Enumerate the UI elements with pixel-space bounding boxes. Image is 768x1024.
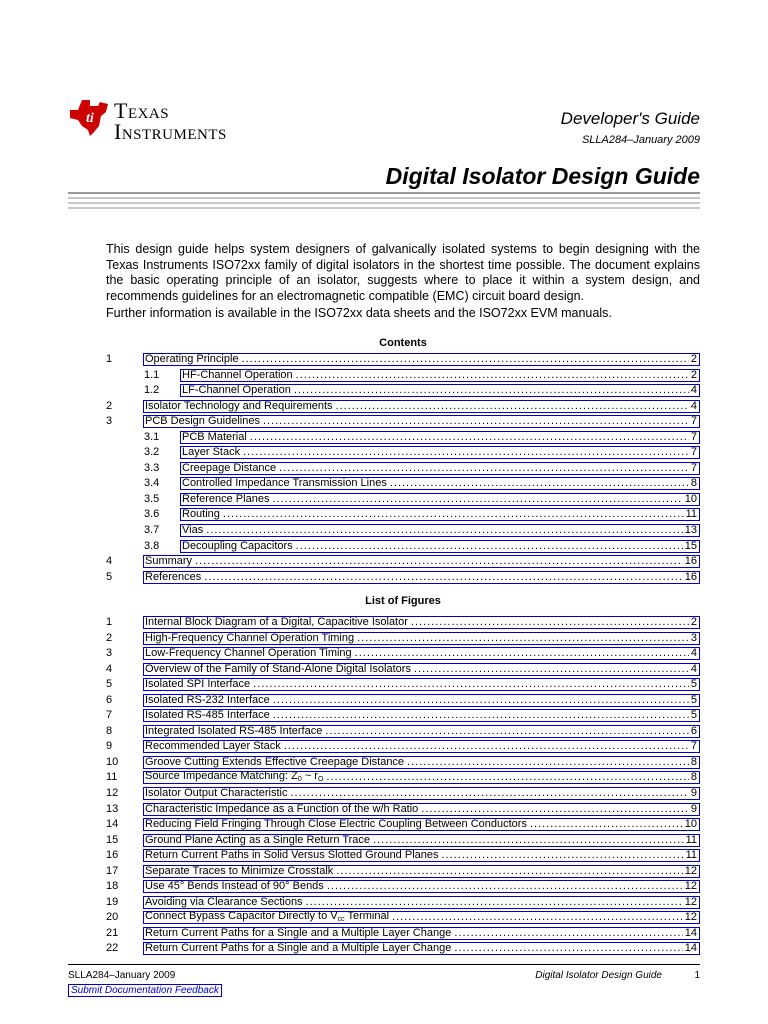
entry-title: Use 45° Bends Instead of 90° Bends xyxy=(145,880,324,893)
entry-number: 1 xyxy=(106,616,113,628)
toc-link[interactable] xyxy=(180,384,700,397)
toc-link[interactable] xyxy=(143,353,700,366)
entry-page: 12 xyxy=(684,864,697,877)
dot-leader xyxy=(279,463,689,474)
figure-entry xyxy=(106,848,700,864)
entry-page: 11 xyxy=(685,508,697,521)
dot-leader xyxy=(204,572,682,583)
entry-title: Low-Frequency Channel Operation Timing xyxy=(145,647,352,660)
entry-number: 7 xyxy=(106,709,113,722)
figure-entry xyxy=(106,786,700,802)
ti-state-icon xyxy=(68,96,112,140)
toc-link[interactable] xyxy=(143,942,700,955)
entry-page: 5 xyxy=(690,709,697,722)
entry-title: Connect Bypass Capacitor Directly to $V_{cc}$ Terminal xyxy=(145,909,390,923)
toc-link[interactable] xyxy=(143,771,700,784)
entry-page: 11 xyxy=(685,833,697,846)
entry-title: LF-Channel Operation xyxy=(182,384,291,397)
toc-link[interactable] xyxy=(180,477,700,490)
figure-entry xyxy=(106,864,700,880)
entry-page: 12 xyxy=(684,880,697,893)
entry-number: 15 xyxy=(106,833,119,846)
entry-number: 2 xyxy=(106,399,113,412)
dot-leader xyxy=(306,897,683,908)
entry-title: Integrated Isolated RS-485 Interface xyxy=(145,724,323,737)
contents-entry xyxy=(106,554,700,570)
toc-link[interactable] xyxy=(180,524,700,537)
entry-number: 1 xyxy=(106,353,113,365)
entry-number: 4 xyxy=(106,555,113,568)
entry-number: 3 xyxy=(106,415,113,428)
figure-entry xyxy=(106,693,700,709)
entry-title: Vias xyxy=(182,524,204,537)
toc-link[interactable] xyxy=(143,787,700,800)
contents-heading: Contents xyxy=(379,337,427,349)
toc-link[interactable] xyxy=(143,880,700,893)
entry-number: 1.2 xyxy=(144,384,160,397)
contents-entry xyxy=(106,539,700,555)
figure-entry xyxy=(106,926,700,942)
dot-leader xyxy=(243,447,689,458)
toc-link[interactable] xyxy=(143,740,700,753)
entry-page: 16 xyxy=(684,555,697,568)
entry-page: 9 xyxy=(690,787,697,800)
entry-page: 11 xyxy=(685,849,697,862)
entry-title: Isolator Output Characteristic xyxy=(145,787,288,800)
entry-page: 14 xyxy=(684,942,697,955)
entry-title: Reducing Field Fringing Through Close Electric Coupling Between Conductors xyxy=(145,818,527,831)
dot-leader xyxy=(442,850,684,861)
figure-entry xyxy=(106,739,700,755)
entry-title: Source Impedance Matching: $Z_0$ ~ $r_O$ xyxy=(145,769,324,783)
entry-page: 8 xyxy=(690,771,697,784)
dot-leader xyxy=(407,757,689,768)
entry-number: 19 xyxy=(106,895,119,908)
dot-leader xyxy=(355,648,689,659)
entry-title: Ground Plane Acting as a Single Return Trace xyxy=(145,833,371,846)
doc-type: Developer's Guide xyxy=(560,109,700,128)
entry-title: Reference Planes xyxy=(182,492,270,505)
dot-leader xyxy=(336,401,689,412)
figure-entry xyxy=(106,910,700,926)
entry-title: Separate Traces to Minimize Crosstalk xyxy=(145,864,334,877)
entry-title: Recommended Layer Stack xyxy=(145,740,281,753)
figure-entry xyxy=(106,941,700,957)
toc-link[interactable] xyxy=(143,400,700,413)
figure-entry xyxy=(106,833,700,849)
toc-link[interactable] xyxy=(143,694,700,707)
figure-entry xyxy=(106,724,700,740)
entry-number: 3.3 xyxy=(144,461,160,474)
contents-list xyxy=(106,352,700,585)
figure-entry xyxy=(106,879,700,895)
contents-entry xyxy=(106,523,700,539)
dot-leader xyxy=(326,772,688,783)
footer-rule xyxy=(68,964,700,965)
toc-link[interactable] xyxy=(180,431,700,444)
entry-page: 4 xyxy=(690,384,697,397)
dot-leader xyxy=(373,835,684,846)
entry-number: 5 xyxy=(106,678,113,691)
entry-title: Isolated RS-232 Interface xyxy=(145,693,270,706)
contents-entry xyxy=(106,570,700,586)
entry-number: 3.6 xyxy=(144,508,160,521)
entry-title: References xyxy=(145,570,202,583)
dot-leader xyxy=(530,819,683,830)
dot-leader xyxy=(273,695,689,706)
figure-entry xyxy=(106,631,700,647)
entry-title: PCB Design Guidelines xyxy=(145,415,260,428)
entry-number: 20 xyxy=(106,911,119,924)
entry-page: 2 xyxy=(690,368,697,381)
entry-page: 5 xyxy=(690,678,697,691)
entry-number: 3.7 xyxy=(144,524,160,537)
contents-entry xyxy=(106,430,700,446)
toc-link[interactable] xyxy=(143,803,700,816)
entry-title: Operating Principle xyxy=(145,353,239,365)
entry-page: 7 xyxy=(690,430,697,443)
entry-number: 8 xyxy=(106,724,113,737)
toc-link[interactable] xyxy=(143,865,700,878)
contents-entry xyxy=(106,414,700,430)
dot-leader xyxy=(195,556,683,567)
doc-id: SLLA284–January 2009 xyxy=(581,134,700,146)
entry-number: 17 xyxy=(106,864,119,877)
toc-link[interactable] xyxy=(143,709,700,722)
toc-link[interactable] xyxy=(143,911,700,924)
dot-leader xyxy=(273,710,689,721)
dot-leader xyxy=(411,617,689,628)
contents-entry xyxy=(106,383,700,399)
dot-leader xyxy=(296,370,689,381)
entry-title: Isolated SPI Interface xyxy=(145,678,251,691)
contents-entry xyxy=(106,476,700,492)
toc-link[interactable] xyxy=(143,849,700,862)
dot-leader xyxy=(242,354,689,365)
entry-title: Isolator Technology and Requirements xyxy=(145,399,333,412)
dot-leader xyxy=(263,416,689,427)
toc-link[interactable] xyxy=(143,571,700,584)
entry-page: 16 xyxy=(684,570,697,583)
entry-page: 4 xyxy=(690,399,697,412)
footer-doc-id: SLLA284–January 2009 xyxy=(68,970,176,981)
entry-page: 7 xyxy=(690,740,697,753)
figure-entry xyxy=(106,895,700,911)
entry-page: 14 xyxy=(684,926,697,939)
toc-link[interactable] xyxy=(143,663,700,676)
entry-title: Internal Block Diagram of a Digital, Capacitive Isolator xyxy=(145,616,408,628)
dot-leader xyxy=(253,679,689,690)
figure-entry xyxy=(106,615,700,631)
entry-number: 3.1 xyxy=(144,430,160,443)
entry-title: Controlled Impedance Transmission Lines xyxy=(182,477,387,490)
entry-number: 13 xyxy=(106,802,119,815)
toc-link[interactable] xyxy=(143,896,700,909)
entry-title: Decoupling Capacitors xyxy=(182,539,293,552)
entry-page: 15 xyxy=(684,539,697,552)
dot-leader xyxy=(392,912,683,923)
header-rules xyxy=(68,192,700,212)
dot-leader xyxy=(290,788,688,799)
toc-link[interactable] xyxy=(180,493,700,506)
figure-entry xyxy=(106,817,700,833)
dot-leader xyxy=(223,509,684,520)
entry-number: 2 xyxy=(106,631,113,644)
toc-link[interactable] xyxy=(143,756,700,769)
entry-title: Return Current Paths in Solid Versus Slotted Ground Planes xyxy=(145,849,439,862)
toc-link[interactable] xyxy=(180,508,700,521)
footer-title: Digital Isolator Design Guide xyxy=(535,970,662,981)
entry-page: 2 xyxy=(690,353,697,365)
figure-entry xyxy=(106,770,700,786)
contents-entry xyxy=(106,507,700,523)
entry-number: 22 xyxy=(106,942,119,955)
page-title: Digital Isolator Design Guide xyxy=(385,163,700,189)
toc-link[interactable] xyxy=(143,678,700,691)
svg-text:ti: ti xyxy=(86,111,94,126)
entry-page: 4 xyxy=(690,647,697,660)
entry-number: 9 xyxy=(106,740,113,753)
intro-paragraph: This design guide helps system designers of galvanically isolated systems to begin designing with the Texas Instruments ISO72xx family of digital isolators in the shortest time possible. The document explains the basic operating principle of an isolator, suggests where to place it within a system design, and recommends guidelines for an electromagnetic compatible (EMC) circuit board design. xyxy=(106,242,700,303)
entry-number: 14 xyxy=(106,818,119,831)
entry-title: High-Frequency Channel Operation Timing xyxy=(145,631,355,644)
entry-page: 7 xyxy=(690,461,697,474)
entry-number: 3 xyxy=(106,647,113,660)
entry-page: 3 xyxy=(690,631,697,644)
dot-leader xyxy=(284,741,689,752)
entry-page: 12 xyxy=(684,911,697,924)
toc-link[interactable] xyxy=(143,927,700,940)
entry-number: 3.8 xyxy=(144,539,160,552)
figure-entry xyxy=(106,677,700,693)
entry-page: 8 xyxy=(690,477,697,490)
contents-entry xyxy=(106,445,700,461)
figures-heading: List of Figures xyxy=(365,595,441,607)
entry-number: 21 xyxy=(106,926,119,939)
toc-link[interactable] xyxy=(143,555,700,568)
entry-number: 3.5 xyxy=(144,492,160,505)
dot-leader xyxy=(421,804,689,815)
entry-number: 18 xyxy=(106,880,119,893)
dot-leader xyxy=(390,478,689,489)
dot-leader xyxy=(327,881,683,892)
dot-leader xyxy=(250,432,689,443)
toc-link[interactable] xyxy=(180,540,700,553)
contents-entry xyxy=(106,399,700,415)
toc-link[interactable] xyxy=(180,446,700,459)
entry-title: Groove Cutting Extends Effective Creepage Distance xyxy=(145,755,405,768)
figure-entry xyxy=(106,646,700,662)
figure-entry xyxy=(106,755,700,771)
entry-title: Layer Stack xyxy=(182,446,241,459)
toc-link[interactable] xyxy=(143,834,700,847)
entry-page: 12 xyxy=(684,895,697,908)
toc-link[interactable] xyxy=(180,462,700,475)
contents-entry xyxy=(106,492,700,508)
entry-number: 10 xyxy=(106,755,119,768)
entry-title: Overview of the Family of Stand-Alone Digital Isolators xyxy=(145,662,411,675)
entry-title: Creepage Distance xyxy=(182,461,277,474)
toc-link[interactable] xyxy=(143,725,700,738)
entry-number: 3.4 xyxy=(144,477,160,490)
figures-list xyxy=(106,615,700,957)
entry-page: 10 xyxy=(684,818,697,831)
entry-page: 4 xyxy=(690,662,697,675)
toc-link[interactable] xyxy=(143,647,700,660)
entry-number: 16 xyxy=(106,849,119,862)
entry-page: 7 xyxy=(690,415,697,428)
entry-title: Summary xyxy=(145,555,193,568)
toc-link[interactable] xyxy=(143,616,700,629)
dot-leader xyxy=(272,494,682,505)
entry-page: 8 xyxy=(690,755,697,768)
toc-link[interactable] xyxy=(143,415,700,428)
entry-number: 12 xyxy=(106,787,119,800)
feedback-link[interactable]: Submit Documentation Feedback xyxy=(68,984,222,997)
entry-title: HF-Channel Operation xyxy=(182,368,293,381)
dot-leader xyxy=(206,525,683,536)
contents-entry xyxy=(106,368,700,384)
entry-page: 10 xyxy=(684,492,697,505)
logo-wordmark: Texas Instruments xyxy=(114,98,227,144)
entry-page: 5 xyxy=(690,693,697,706)
entry-title: Isolated RS-485 Interface xyxy=(145,709,270,722)
page-number: 1 xyxy=(694,970,700,981)
further-info-paragraph: Further information is available in the ISO72xx data sheets and the ISO72xx EVM manuals. xyxy=(106,306,612,320)
figure-entry xyxy=(106,708,700,724)
dot-leader xyxy=(454,928,682,939)
entry-page: 9 xyxy=(690,802,697,815)
entry-title: PCB Material xyxy=(182,430,247,443)
entry-number: 3.2 xyxy=(144,446,160,459)
dot-leader xyxy=(296,541,683,552)
entry-number: 11 xyxy=(106,771,118,784)
entry-title: Routing xyxy=(182,508,220,521)
toc-link[interactable] xyxy=(143,632,700,645)
entry-title: Return Current Paths for a Single and a Multiple Layer Change xyxy=(145,942,452,955)
entry-number: 5 xyxy=(106,570,113,583)
entry-title: Characteristic Impedance as a Function of the w/h Ratio xyxy=(145,802,419,815)
entry-number: 1.1 xyxy=(144,368,160,381)
entry-title: Return Current Paths for a Single and a Multiple Layer Change xyxy=(145,926,452,939)
toc-link[interactable] xyxy=(180,369,700,382)
entry-page: 2 xyxy=(690,616,697,628)
entry-page: 13 xyxy=(684,524,697,537)
entry-number: 4 xyxy=(106,662,113,675)
toc-link[interactable] xyxy=(143,818,700,831)
entry-page: 7 xyxy=(690,446,697,459)
contents-entry xyxy=(106,461,700,477)
figure-entry xyxy=(106,802,700,818)
ti-logo xyxy=(68,96,268,144)
figure-entry xyxy=(106,662,700,678)
dot-leader xyxy=(294,385,689,396)
entry-page: 6 xyxy=(690,724,697,737)
entry-number: 6 xyxy=(106,693,113,706)
dot-leader xyxy=(357,633,689,644)
dot-leader xyxy=(454,943,682,954)
dot-leader xyxy=(325,726,689,737)
contents-entry xyxy=(106,352,700,368)
dot-leader xyxy=(336,866,682,877)
entry-title: Avoiding via Clearance Sections xyxy=(145,895,303,908)
dot-leader xyxy=(414,664,689,675)
